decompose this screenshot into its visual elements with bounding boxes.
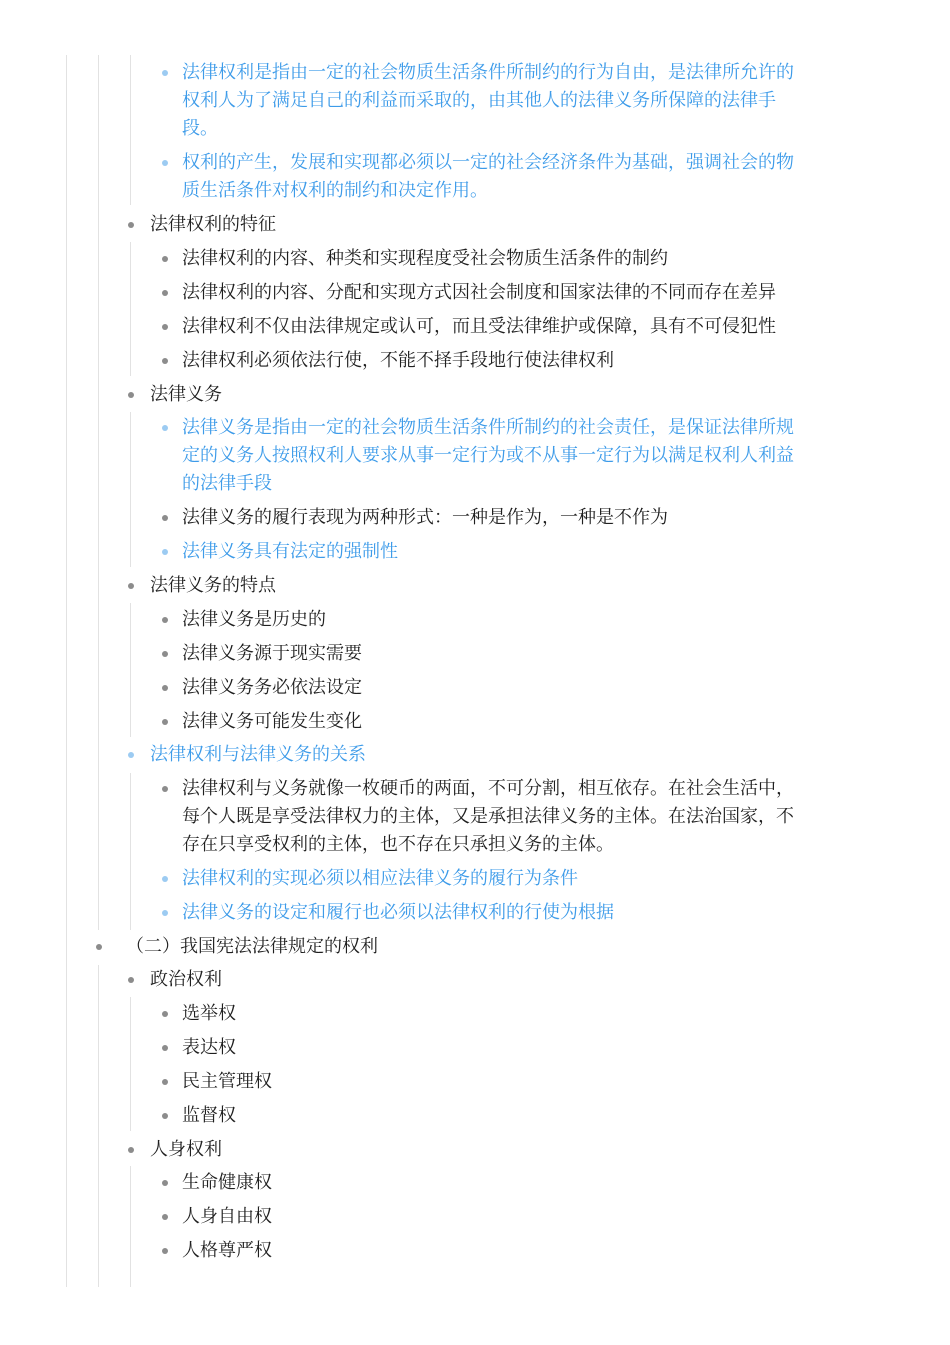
list-item <box>126 933 806 961</box>
list-item <box>182 1169 802 1197</box>
bullet-icon <box>162 1214 168 1220</box>
list-item-text: 人身权利 <box>150 1139 222 1160</box>
bullet-icon <box>162 70 168 76</box>
bullet-icon <box>162 685 168 691</box>
list-item <box>182 347 802 375</box>
list-item <box>182 899 802 927</box>
bullet-icon <box>162 1011 168 1017</box>
list-item <box>182 1034 802 1062</box>
list-item <box>150 966 810 994</box>
list-item <box>182 775 802 859</box>
list-item-text: 法律权利不仅由法律规定或认可，而且受法律维护或保障，具有不可侵犯性 <box>182 316 776 337</box>
bullet-icon <box>96 944 102 950</box>
bullet-icon <box>162 617 168 623</box>
bullet-icon <box>162 719 168 725</box>
list-item-text: 监督权 <box>182 1105 236 1126</box>
list-item <box>182 708 802 736</box>
list-item <box>182 1000 802 1028</box>
list-item-text: 法律权利必须依法行使，不能不择手段地行使法律权利 <box>182 350 614 371</box>
bullet-icon <box>128 583 134 589</box>
bullet-icon <box>162 358 168 364</box>
list-item <box>150 741 810 769</box>
list-item <box>182 245 802 273</box>
bullet-icon <box>162 1079 168 1085</box>
list-item-text: 法律权利与义务就像一枚硬币的两面，不可分割，相互依存。在社会生活中，每个人既是享受法律权力的主体，又是承担法律义务的主体。在法治国家，不存在只享受权利的主体，也不存在只承担义务的主体。 <box>182 778 794 855</box>
bullet-icon <box>162 160 168 166</box>
bullet-icon <box>128 977 134 983</box>
list-item-text: 政治权利 <box>150 969 222 990</box>
list-item-text: 法律义务是指由一定的社会物质生活条件所制约的社会责任，是保证法律所规定的义务人按照权利人要求从事一定行为或不从事一定行为以满足权利人利益的法律手段 <box>182 417 794 494</box>
list-item-text: 法律义务的履行表现为两种形式：一种是作为，一种是不作为 <box>182 507 668 528</box>
list-item <box>182 313 802 341</box>
list-item-text: 人格尊严权 <box>182 1240 272 1261</box>
bullet-icon <box>128 392 134 398</box>
list-item <box>182 606 802 634</box>
list-item-text: 法律权利的实现必须以相应法律义务的履行为条件 <box>182 868 578 889</box>
list-item-text: 权利的产生，发展和实现都必须以一定的社会经济条件为基础，强调社会的物质生活条件对权利的制约和决定作用。 <box>182 152 794 201</box>
list-item-text: 法律权利是指由一定的社会物质生活条件所制约的行为自由，是法律所允许的权利人为了满足自己的利益而采取的，由其他人的法律义务所保障的法律手段。 <box>182 62 794 139</box>
list-item <box>182 414 802 498</box>
bullet-icon <box>128 752 134 758</box>
list-item <box>182 1203 802 1231</box>
bullet-icon <box>162 910 168 916</box>
list-item <box>182 1102 802 1130</box>
list-item <box>150 572 810 600</box>
bullet-icon <box>162 515 168 521</box>
list-item-text: 法律义务可能发生变化 <box>182 711 362 732</box>
indent-guide-level-2 <box>130 997 131 1131</box>
bullet-icon <box>162 876 168 882</box>
bullet-icon <box>162 549 168 555</box>
list-item-text: 民主管理权 <box>182 1071 272 1092</box>
bullet-icon <box>162 1045 168 1051</box>
list-item-text: 法律权利的内容、分配和实现方式因社会制度和国家法律的不同而存在差异 <box>182 282 776 303</box>
indent-guide-level-2 <box>130 773 131 930</box>
list-item-text: 选举权 <box>182 1003 236 1024</box>
bullet-icon <box>162 290 168 296</box>
list-item <box>150 381 810 409</box>
bullet-icon <box>162 1113 168 1119</box>
indent-guide-level-2 <box>130 1166 131 1287</box>
list-item <box>150 1136 810 1164</box>
list-item <box>182 640 802 668</box>
list-item-text: 生命健康权 <box>182 1172 272 1193</box>
list-item-text: （二）我国宪法法律规定的权利 <box>126 936 378 957</box>
bullet-icon <box>162 651 168 657</box>
list-item-text: 法律义务具有法定的强制性 <box>182 541 398 562</box>
bullet-icon <box>128 1147 134 1153</box>
bullet-icon <box>162 425 168 431</box>
list-item <box>182 59 802 143</box>
list-item-text: 法律义务务必依法设定 <box>182 677 362 698</box>
bullet-icon <box>162 786 168 792</box>
list-item <box>182 504 802 532</box>
list-item-text: 法律义务 <box>150 384 222 405</box>
list-item <box>182 674 802 702</box>
indent-guide-level-2 <box>130 412 131 567</box>
list-item <box>182 865 802 893</box>
list-item-text: 法律义务是历史的 <box>182 609 326 630</box>
list-item <box>182 279 802 307</box>
indent-guide-level-2 <box>130 55 131 205</box>
list-item <box>150 211 810 239</box>
list-item-text: 法律义务源于现实需要 <box>182 643 362 664</box>
bullet-icon <box>128 222 134 228</box>
indent-guide-level-0 <box>66 55 67 1287</box>
list-item-text: 法律权利的特征 <box>150 214 276 235</box>
indent-guide-level-2 <box>130 603 131 737</box>
list-item-text: 法律义务的特点 <box>150 575 276 596</box>
bullet-icon <box>162 324 168 330</box>
list-item <box>182 538 802 566</box>
list-item-text: 法律权利与法律义务的关系 <box>150 744 366 765</box>
indent-guide-level-1 <box>98 965 99 1287</box>
list-item-text: 法律义务的设定和履行也必须以法律权利的行使为根据 <box>182 902 614 923</box>
list-item-text: 法律权利的内容、种类和实现程度受社会物质生活条件的制约 <box>182 248 668 269</box>
bullet-icon <box>162 1180 168 1186</box>
list-item-text: 表达权 <box>182 1037 236 1058</box>
list-item <box>182 149 802 205</box>
indent-guide-level-2 <box>130 242 131 376</box>
list-item <box>182 1068 802 1096</box>
list-item <box>182 1237 802 1265</box>
list-item-text: 人身自由权 <box>182 1206 272 1227</box>
bullet-icon <box>162 1248 168 1254</box>
indent-guide-level-1 <box>98 55 99 930</box>
bullet-icon <box>162 256 168 262</box>
